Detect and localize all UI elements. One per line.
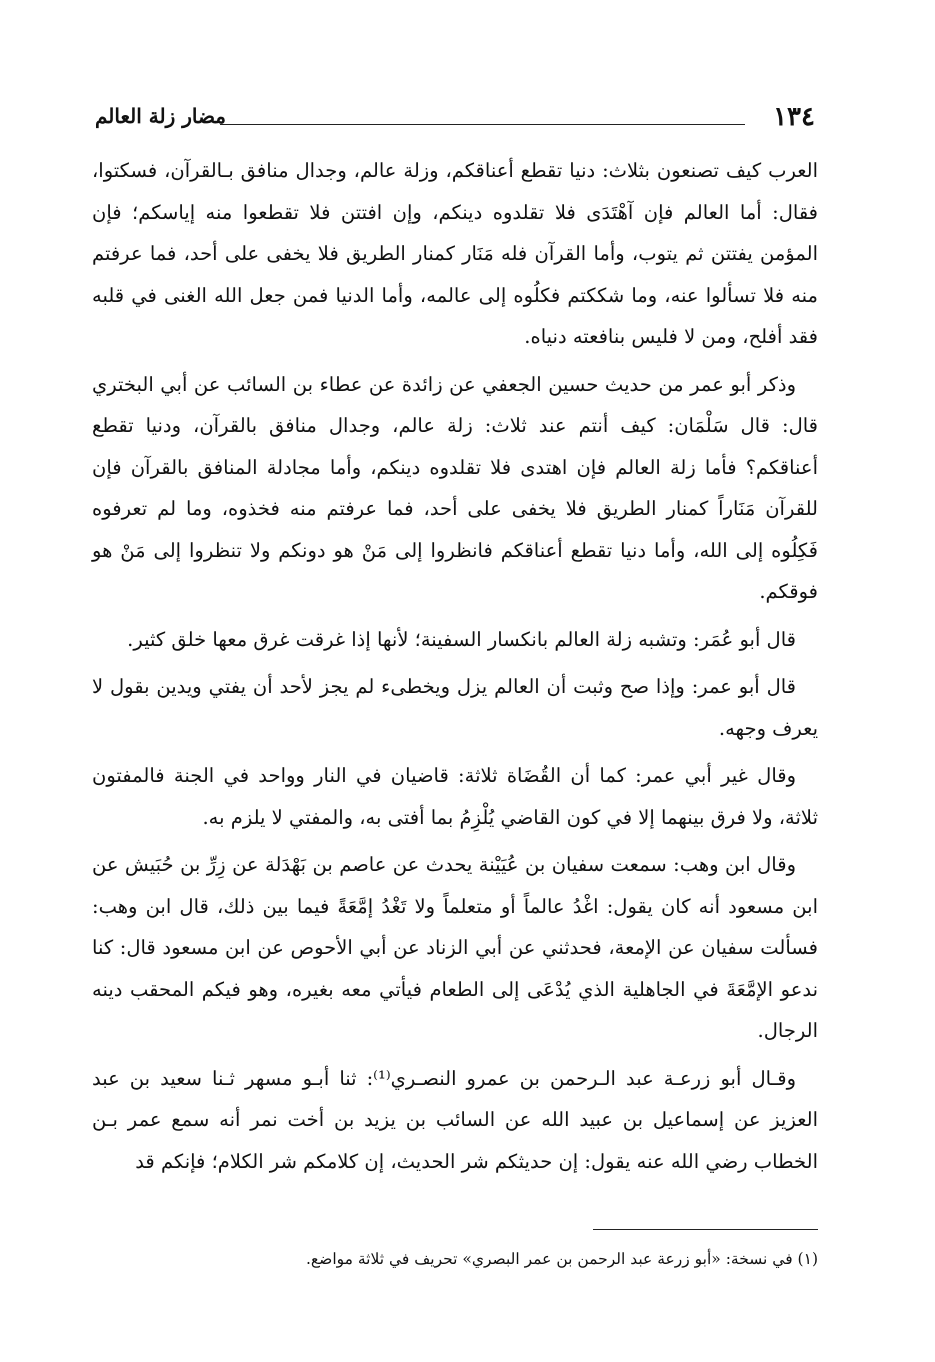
paragraph: وقـال أبو زرعـة عبد الـرحمن بن عمرو النصـري⁽¹⁾: ثنا أبـو مسهر ثـنا سعيد بن عبد العزيز عن إسماعيل بن عبيد الله عن السائب بن يزيد بن أخت نمر أنه سمع عمر بـن الخطاب رضي الله عنه يقول: إن حديثكم شر الحديث، إن كلامكم شر الكلام؛ فإنكم قد [92,1066,818,1173]
paragraph: قال أبو عمر: وإذا صح وثبت أن العالم يزل ويخطىء لم يجز لأحد أن يفتي ويدين بقول لا يعرف وجهه. [92,675,818,740]
footnote-separator [593,1229,818,1230]
paragraph: قال أبو عُمَر: وتشبه زلة العالم بانكسار السفينة؛ لأنها إذا غرقت غرق معها خلق كثير. [127,627,796,651]
main-text [92,150,818,1188]
paragraph: وقال ابن وهب: سمعت سفيان بن عُيَيْنة يحدث عن عاصم بن بَهْدَلة عن زِرِّ بن حُبَيش عن ابن مسعود أنه كان يقول: اغْدُ عالماً أو متعلماً ولا تَغْدُ إمَّعَةً فيما بين ذلك، قال ابن وهب: فسألت سفيان عن الإمعة، فحدثني عن أبي الزناد عن أبي الأحوص عن ابن مسعود قال: كنا ندعو الإمَّعَةَ في الجاهلية الذي يُدْعَى إلى الطعام فيأتي معه بغيره، وهو فيكم المحقب دينه الرجال. [92,853,818,1042]
page-header [95,100,815,136]
footnote: (١) في نسخة: «أبو زرعة عبد الرحمن بن عمر البصري» تحريف في ثلاثة مواضع. [305,1250,818,1268]
paragraph: العرب كيف تصنعون بثلاث: دنيا تقطع أعناقكم، وزلة عالم، وجدال منافق بـالقرآن، فسكتوا، فقال: أما العالم فإن آهْتَدَى فلا تقلدوه دينكم، وإن افتتن فلا تقطعوا منه إياسكم؛ فإن المؤمن يفتتن ثم يتوب، وأما القرآن فله مَنَار كمنار الطريق فلا يخفى على أحد، فما عرفتم منه فلا تسألوا عنه، وما شككتم فكلُوه إلى عالمه، وأما الدنيا فمن جعل الله الغنى في قلبه فقد أفلح، ومن لا فليس بنافعته دنياه. [92,159,818,348]
page-number: ١٣٤ [773,102,815,132]
paragraph: وذكر أبو عمر من حديث حسين الجعفي عن زائدة عن عطاء بن السائب عن أبي البختري قال: قال سَلْمَان: كيف أنتم عند ثلاث: زلة عالم، وجدال منافق بالقرآن، ودنيا تقطع أعناقكم؟ فأما زلة العالم فإن اهتدى فلا تقلدوه دينكم، وأما مجادلة المنافق بالقرآن فإن للقرآن مَنَاراً كمنار الطريق فلا يخفى على أحد، فما عرفتم منه فخذوه، وما لم تعرفوه فَكِلُوه إلى الله، وأما دنيا تقطع أعناقكم فانظروا إلى مَنْ هو دونكم ولا تنظروا إلى مَنْ هو فوقكم. [92,372,818,603]
running-title: مضار زلة العالم [95,104,227,128]
paragraph: وقال غير أبي عمر: كما أن القُضَاة ثلاثة: قاضيان في النار وواحد في الجنة فالمفتون ثلاثة، ولا فرق بينهما إلا في كون القاضي يُلْزِمُ بما أفتى به، والمفتي لا يلزم به. [92,764,818,829]
header-rule [220,124,745,125]
